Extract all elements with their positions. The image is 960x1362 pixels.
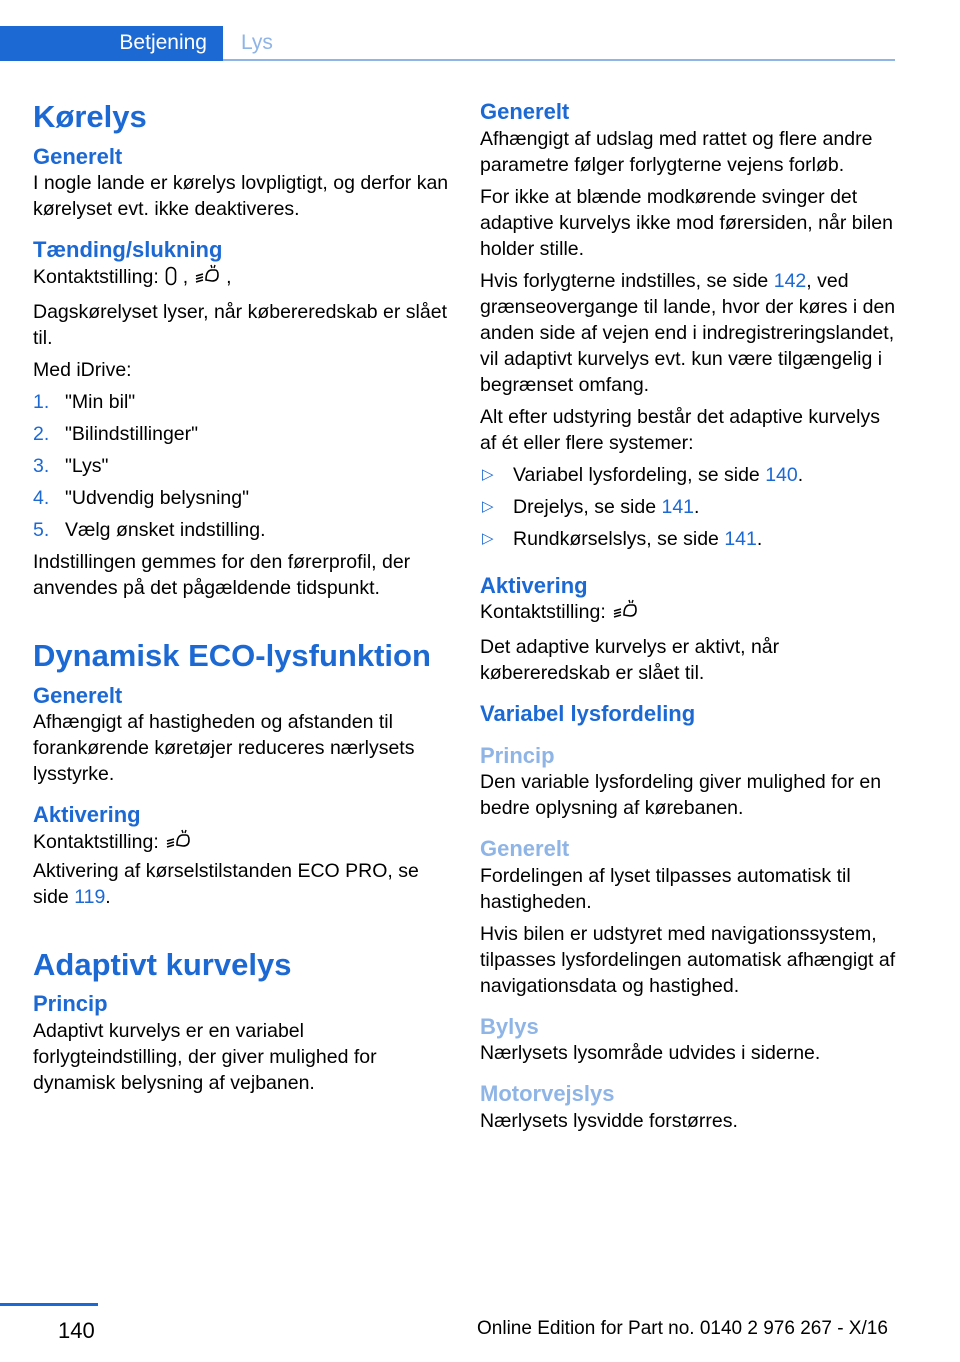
subsection-tab: Lys [241,31,273,54]
system-list [480,462,900,558]
paragraph: Nærlysets lysområde udvides i siderne. [480,1042,821,1064]
list-item: 3. "Lys" [33,454,109,477]
drive-ready-icon [612,599,638,628]
paragraph-kontaktstilling: Kontaktstilling: [33,829,453,858]
page-link[interactable]: 142 [773,269,807,292]
edition-note: Online Edition for Part no. 0140 2 976 267 - X/16 [477,1318,888,1339]
page-link[interactable]: 141 [724,527,757,550]
page-number: 140 [58,1318,95,1343]
page-header [0,26,895,61]
header-rule [223,59,895,61]
list-item: ▷ Rundkørselslys, se side 141. [482,527,763,550]
paragraph-kontaktstilling: Kontaktstilling: , , [33,264,453,293]
heading-aktivering: Aktivering [480,572,588,598]
paragraph: Aktivering af kørselstilstanden ECO PRO, se side 119. [33,859,419,908]
heading-princip: Princip [33,991,108,1017]
heading-generelt: Generelt [33,682,123,708]
paragraph-kontaktstilling: Kontaktstilling: [480,599,900,628]
section-tab [0,26,223,61]
paragraph: Adaptivt kurvelys er en variabel forlygteindstilling, der giver mulighed for dynamisk belysning af vejbanen. [33,1019,377,1094]
heading-bylys: Bylys [480,1013,539,1039]
idrive-steps [33,389,453,549]
paragraph: Dagskørelyset lyser, når købereredskab er slået til. [33,300,447,349]
paragraph: Indstillingen gemmes for den førerprofil, der anvendes på det pågældende tidspunkt. [33,550,411,599]
paragraph: Den variable lysfordeling giver mulighed for en bedre oplysning af kørebanen. [480,771,882,819]
paragraph: Hvis bilen er udstyret med navigationssystem, tilpasses lysfordelingen automatisk afhængigt af navigationsdata og hastighed. [480,922,896,997]
list-item: 5. Vælg ønsket indstilling. [33,518,266,541]
heading-generelt: Generelt [33,143,123,169]
heading-variabel-lysfordeling: Variabel lysfordeling [480,701,696,726]
page-link[interactable]: 140 [765,463,798,486]
list-item: 1. "Min bil" [33,390,136,413]
heading-motorvejslys: Motorvejslys [480,1081,615,1106]
paragraph: Nærlysets lysvidde forstørres. [480,1109,738,1132]
paragraph: I nogle lande er kørelys lovpligtigt, og derfor kan kørelyset evt. ikke deaktiveres. [33,172,449,221]
drive-ready-icon [165,829,191,858]
heading-taending: Tænding/slukning [33,237,223,263]
right-column [480,98,900,1134]
ignition-off-icon [165,266,177,293]
triangle-bullet-icon: ▷ [482,465,494,483]
section-label: Betjening [119,31,207,54]
heading-dynamisk-eco: Dynamisk ECO-lysfunktion [33,637,431,673]
heading-princip: Princip [480,742,555,768]
list-item: 4. "Udvendig belysning" [33,486,250,509]
heading-generelt: Generelt [480,836,570,861]
triangle-bullet-icon: ▷ [482,529,494,547]
page-link[interactable]: 141 [661,495,695,518]
list-item: ▷ Variabel lysfordeling, se side 140. [482,463,804,486]
paragraph: Alt efter udstyring består det adaptive kurvelys af ét eller flere systemer: [480,405,880,454]
paragraph: Afhængigt af udslag med rattet og flere andre parametre følger forlygterne vejens forløb. [480,127,873,176]
page-link[interactable]: 119 [74,885,106,908]
triangle-bullet-icon: ▷ [482,497,494,515]
paragraph: For ikke at blænde modkørende svinger det adaptive kurvelys ikke mod førersiden, når bilen holder stille. [480,185,893,260]
drive-ready-icon [194,264,220,293]
list-item: 2. "Bilindstillinger" [33,422,199,445]
left-column [33,98,453,1096]
footer-rule [0,1303,98,1306]
heading-adaptivt-kurvelys: Adaptivt kurvelys [33,946,292,982]
heading-korelys: Kørelys [33,99,147,134]
heading-generelt: Generelt [480,99,570,124]
paragraph: Afhængigt af hastigheden og afstanden til forankørende køretøjer reduceres nærlysets lysstyrke. [33,711,415,785]
paragraph: Fordelingen af lyset tilpasses automatisk til hastigheden. [480,864,851,913]
heading-aktivering: Aktivering [33,802,141,827]
paragraph: Hvis forlygterne indstilles, se side 142, ved grænseovergange til lande, hvor der køres i den anden side af vejen end i indregistreringslandet, vil adaptivt kurvelys evt. kun være tilgængelig i begrænset omfang. [480,269,896,396]
paragraph: Med iDrive: [33,358,132,381]
paragraph: Det adaptive kurvelys er aktivt, når købereredskab er slået til. [480,636,780,684]
list-item: ▷ Drejelys, se side 141. [482,495,700,518]
